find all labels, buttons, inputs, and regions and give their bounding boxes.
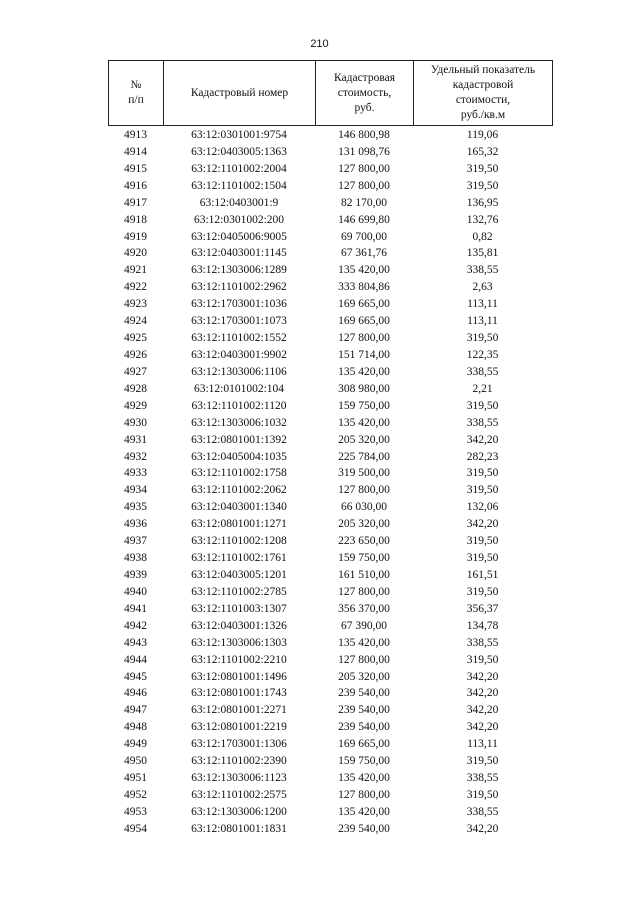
cadastral-value: 223 650,00: [338, 535, 390, 548]
cadastral-value: 308 980,00: [338, 382, 390, 395]
specific-value: 165,32: [466, 145, 499, 158]
header-col-specific-value: [414, 61, 553, 126]
table-row: [108, 753, 552, 770]
table-row: [108, 516, 552, 533]
cadastral-value: 319 500,00: [338, 467, 390, 480]
row-number: 4951: [124, 772, 147, 785]
row-number: 4943: [124, 636, 147, 649]
cadastral-value: 159 750,00: [338, 755, 390, 768]
cadastral-value: 205 320,00: [338, 518, 390, 531]
specific-value: 136,95: [466, 196, 499, 209]
cadastral-number: 63:12:1101002:1504: [191, 179, 287, 192]
specific-value: 338,55: [466, 416, 499, 429]
cadastral-number: 63:12:0403001:9902: [191, 348, 287, 361]
cadastral-value: 131 098,76: [338, 145, 390, 158]
cadastral-number: 63:12:1101002:1120: [191, 399, 287, 412]
row-number: 4927: [124, 365, 147, 378]
row-number: 4941: [124, 602, 147, 615]
table-row: [108, 482, 552, 499]
table-row: [108, 330, 552, 347]
cadastral-value: 135 420,00: [338, 365, 390, 378]
table-row: [108, 736, 552, 753]
table-row: [108, 652, 552, 669]
cadastral-number: 63:12:0801001:1831: [191, 822, 287, 835]
cadastral-value: 127 800,00: [338, 585, 390, 598]
specific-value: 338,55: [466, 365, 499, 378]
specific-value: 342,20: [466, 704, 499, 717]
specific-value: 132,06: [466, 501, 499, 514]
row-number: 4913: [124, 129, 147, 141]
row-number: 4929: [124, 399, 147, 412]
header-col-cadastral-number: [164, 61, 316, 126]
row-number: 4920: [124, 247, 147, 260]
header-text: руб./кв.м: [460, 109, 506, 121]
row-number: 4948: [124, 721, 147, 734]
table-row: [108, 770, 552, 787]
table-row: [108, 449, 552, 466]
table-row: [108, 347, 552, 364]
specific-value: 319,50: [466, 653, 499, 666]
row-number: 4921: [124, 264, 147, 277]
table-row: [108, 567, 552, 584]
cadastral-value: 239 540,00: [338, 721, 390, 734]
header-text: руб.: [354, 101, 375, 114]
table-row: [108, 787, 552, 804]
cadastral-value: 151 714,00: [338, 348, 390, 361]
table-row: [108, 804, 552, 821]
cadastral-number: 63:12:0403005:1363: [191, 145, 287, 158]
table-row: [108, 550, 552, 567]
table-row: [108, 313, 552, 330]
header-text: стоимость,: [337, 86, 392, 99]
specific-value: 338,55: [466, 264, 499, 277]
cadastral-number: 63:12:1101002:2962: [191, 281, 287, 294]
cadastral-number: 63:12:1703001:1073: [191, 315, 287, 328]
specific-value: 342,20: [466, 721, 499, 734]
row-number: 4917: [124, 196, 147, 209]
specific-value: 0,82: [472, 230, 493, 243]
cadastral-number: 63:12:0101002:104: [193, 382, 285, 395]
specific-value: 319,50: [466, 585, 499, 598]
cadastral-value: 169 665,00: [338, 298, 390, 311]
specific-value: 282,23: [466, 450, 499, 463]
cadastral-number: 63:12:1303006:1200: [191, 805, 287, 818]
cadastral-number: 63:12:1101002:2062: [191, 484, 287, 497]
table-body: [108, 127, 552, 838]
specific-value: 119,06: [466, 129, 499, 141]
specific-value: 338,55: [466, 636, 499, 649]
cadastral-number: 63:12:1101002:1758: [191, 467, 287, 480]
row-number: 4936: [124, 518, 147, 531]
row-number: 4939: [124, 568, 147, 581]
row-number: 4926: [124, 348, 147, 361]
table-row: [108, 262, 552, 279]
cadastral-number: 63:12:1101002:1761: [191, 552, 287, 565]
row-number: 4947: [124, 704, 147, 717]
row-number: 4942: [124, 619, 147, 632]
table-row: [108, 635, 552, 652]
specific-value: 132,76: [466, 213, 499, 226]
cadastral-number: 63:12:0801001:2271: [191, 704, 287, 717]
table-row: [108, 601, 552, 618]
cadastral-number: 63:12:0403001:1326: [191, 619, 287, 632]
cadastral-number: 63:12:0301001:9754: [191, 129, 287, 141]
cadastral-value: 333 804,86: [338, 281, 390, 294]
table-row: [108, 364, 552, 381]
row-number: 4945: [124, 670, 147, 683]
cadastral-number: 63:12:0801001:1743: [191, 687, 287, 700]
row-number: 4944: [124, 653, 147, 666]
cadastral-value: 161 510,00: [338, 568, 390, 581]
cadastral-number: 63:12:0405004:1035: [191, 450, 287, 463]
row-number: 4949: [124, 738, 147, 751]
table-row: [108, 499, 552, 516]
row-number: 4925: [124, 332, 147, 345]
cadastral-value: 239 540,00: [338, 822, 390, 835]
row-number: 4935: [124, 501, 147, 514]
specific-value: 342,20: [466, 670, 499, 683]
cadastral-number: 63:12:0403005:1201: [191, 568, 287, 581]
row-number: 4919: [124, 230, 147, 243]
header-text: стоимости,: [455, 94, 511, 106]
specific-value: 122,35: [466, 348, 499, 361]
table-row: [108, 584, 552, 601]
specific-value: 319,50: [466, 484, 499, 497]
specific-value: 134,78: [466, 619, 499, 632]
cadastral-value: 69 700,00: [341, 230, 387, 243]
cadastral-value: 127 800,00: [338, 788, 390, 801]
row-number: 4918: [124, 213, 147, 226]
row-number: 4924: [124, 315, 147, 328]
table-row: [108, 432, 552, 449]
cadastral-number: 63:12:0405006:9005: [191, 230, 287, 243]
specific-value: 319,50: [466, 552, 499, 565]
row-number: 4932: [124, 450, 147, 463]
specific-value: 319,50: [466, 332, 499, 345]
cadastral-value: 356 370,00: [338, 602, 390, 615]
cadastral-value: 205 320,00: [338, 670, 390, 683]
row-number: 4934: [124, 484, 147, 497]
cadastral-number: 63:12:1303006:1106: [191, 365, 287, 378]
row-number: 4916: [124, 179, 147, 192]
cadastral-value: 146 800,98: [338, 129, 390, 141]
table-row: [108, 279, 552, 296]
header-text: п/п: [128, 94, 144, 106]
cadastral-value: 127 800,00: [338, 484, 390, 497]
cadastral-value: 127 800,00: [338, 162, 390, 175]
table-row: [108, 618, 552, 635]
cadastral-number: 63:12:1101002:1552: [191, 332, 287, 345]
specific-value: 338,55: [466, 805, 499, 818]
specific-value: 113,11: [467, 315, 498, 328]
table-row: [108, 296, 552, 313]
cadastral-number: 63:12:1303006:1289: [191, 264, 287, 277]
specific-value: 338,55: [466, 772, 499, 785]
row-number: 4933: [124, 467, 147, 480]
table-row: [108, 127, 552, 144]
cadastral-value: 135 420,00: [338, 805, 390, 818]
row-number: 4953: [124, 805, 147, 818]
cadastral-number: 63:12:1101002:2785: [191, 585, 287, 598]
cadastral-number: 63:12:0403001:1340: [191, 501, 287, 514]
header-text: №: [130, 79, 142, 91]
table-row: [108, 669, 552, 686]
row-number: 4914: [124, 145, 147, 158]
table-row: [108, 144, 552, 161]
cadastral-number: 63:12:1101003:1307: [191, 602, 287, 615]
table-row: [108, 533, 552, 550]
row-number: 4915: [124, 162, 147, 175]
cadastral-value: 239 540,00: [338, 704, 390, 717]
header-text: Удельный показатель: [430, 64, 536, 76]
table-row: [108, 398, 552, 415]
cadastral-value: 127 800,00: [338, 332, 390, 345]
row-number: 4940: [124, 585, 147, 598]
cadastral-value: 127 800,00: [338, 653, 390, 666]
cadastral-value: 159 750,00: [338, 552, 390, 565]
specific-value: 319,50: [466, 399, 499, 412]
cadastral-number: 63:12:1101002:2210: [191, 653, 287, 666]
cadastral-number: 63:12:0301002:200: [193, 213, 285, 226]
specific-value: 319,50: [466, 179, 499, 192]
row-number: 4952: [124, 788, 147, 801]
cadastral-value: 67 390,00: [341, 619, 387, 632]
row-number: 4922: [124, 281, 147, 294]
cadastral-number: 63:12:1101002:1208: [191, 535, 287, 548]
header-text: кадастровой: [452, 79, 514, 91]
row-number: 4931: [124, 433, 147, 446]
cadastral-number: 63:12:0801001:1496: [191, 670, 287, 683]
specific-value: 2,21: [472, 382, 493, 395]
table-row: [108, 381, 552, 398]
table-row: [108, 821, 552, 838]
table-header: [108, 60, 553, 126]
row-number: 4950: [124, 755, 147, 768]
specific-value: 2,63: [472, 281, 493, 294]
row-number: 4937: [124, 535, 147, 548]
cadastral-value: 66 030,00: [341, 501, 387, 514]
cadastral-number: 63:12:1303006:1303: [191, 636, 287, 649]
cadastral-number: 63:12:1101002:2575: [191, 788, 287, 801]
table-row: [108, 195, 552, 212]
specific-value: 319,50: [466, 755, 499, 768]
specific-value: 319,50: [466, 467, 499, 480]
cadastral-value: 127 800,00: [338, 179, 390, 192]
table-row: [108, 685, 552, 702]
cadastral-number: 63:12:1703001:1306: [191, 738, 287, 751]
cadastral-value: 146 699,80: [338, 213, 390, 226]
specific-value: 342,20: [466, 822, 499, 835]
header-text: Кадастровый номер: [190, 86, 289, 99]
table-row: [108, 229, 552, 246]
cadastral-number: 63:12:1101002:2390: [191, 755, 287, 768]
cadastral-value: 169 665,00: [338, 315, 390, 328]
cadastral-value: 169 665,00: [338, 738, 390, 751]
cadastral-value: 205 320,00: [338, 433, 390, 446]
cadastral-value: 239 540,00: [338, 687, 390, 700]
specific-value: 319,50: [466, 788, 499, 801]
specific-value: 342,20: [466, 433, 499, 446]
cadastral-value: 67 361,76: [341, 247, 387, 260]
header-text: Кадастровая: [333, 71, 396, 84]
header-col-number: [109, 61, 164, 126]
row-number: 4954: [124, 822, 147, 835]
row-number: 4938: [124, 552, 147, 565]
table-row: [108, 465, 552, 482]
specific-value: 161,51: [466, 568, 499, 581]
cadastral-number: 63:12:1101002:2004: [191, 162, 287, 175]
page-number: 210: [310, 38, 329, 50]
specific-value: 113,11: [467, 298, 498, 311]
cadastral-number: 63:12:0801001:2219: [191, 721, 287, 734]
cadastral-value: 82 170,00: [341, 196, 387, 209]
cadastral-number: 63:12:0403001:9: [199, 196, 279, 209]
specific-value: 342,20: [466, 687, 499, 700]
cadastral-value: 225 784,00: [338, 450, 390, 463]
specific-value: 342,20: [466, 518, 499, 531]
table-row: [108, 212, 552, 229]
specific-value: 319,50: [466, 162, 499, 175]
cadastral-value: 135 420,00: [338, 264, 390, 277]
cadastral-value: 135 420,00: [338, 416, 390, 429]
cadastral-number: 63:12:0403001:1145: [191, 247, 287, 260]
cadastral-number: 63:12:1303006:1123: [191, 772, 287, 785]
row-number: 4928: [124, 382, 147, 395]
table-row: [108, 161, 552, 178]
cadastral-number: 63:12:1703001:1036: [191, 298, 287, 311]
header-col-cadastral-value: [316, 61, 414, 126]
specific-value: 135,81: [466, 247, 499, 260]
specific-value: 113,11: [467, 738, 498, 751]
cadastral-value: 135 420,00: [338, 772, 390, 785]
table-row: [108, 719, 552, 736]
specific-value: 356,37: [466, 602, 499, 615]
cadastral-number: 63:12:1303006:1032: [191, 416, 287, 429]
cadastral-value: 159 750,00: [338, 399, 390, 412]
table-row: [108, 702, 552, 719]
cadastral-number: 63:12:0801001:1271: [191, 518, 287, 531]
cadastral-value: 135 420,00: [338, 636, 390, 649]
cadastral-number: 63:12:0801001:1392: [191, 433, 287, 446]
row-number: 4946: [124, 687, 147, 700]
table-row: [108, 415, 552, 432]
specific-value: 319,50: [466, 535, 499, 548]
row-number: 4930: [124, 416, 147, 429]
row-number: 4923: [124, 298, 147, 311]
table-row: [108, 245, 552, 262]
table-row: [108, 178, 552, 195]
